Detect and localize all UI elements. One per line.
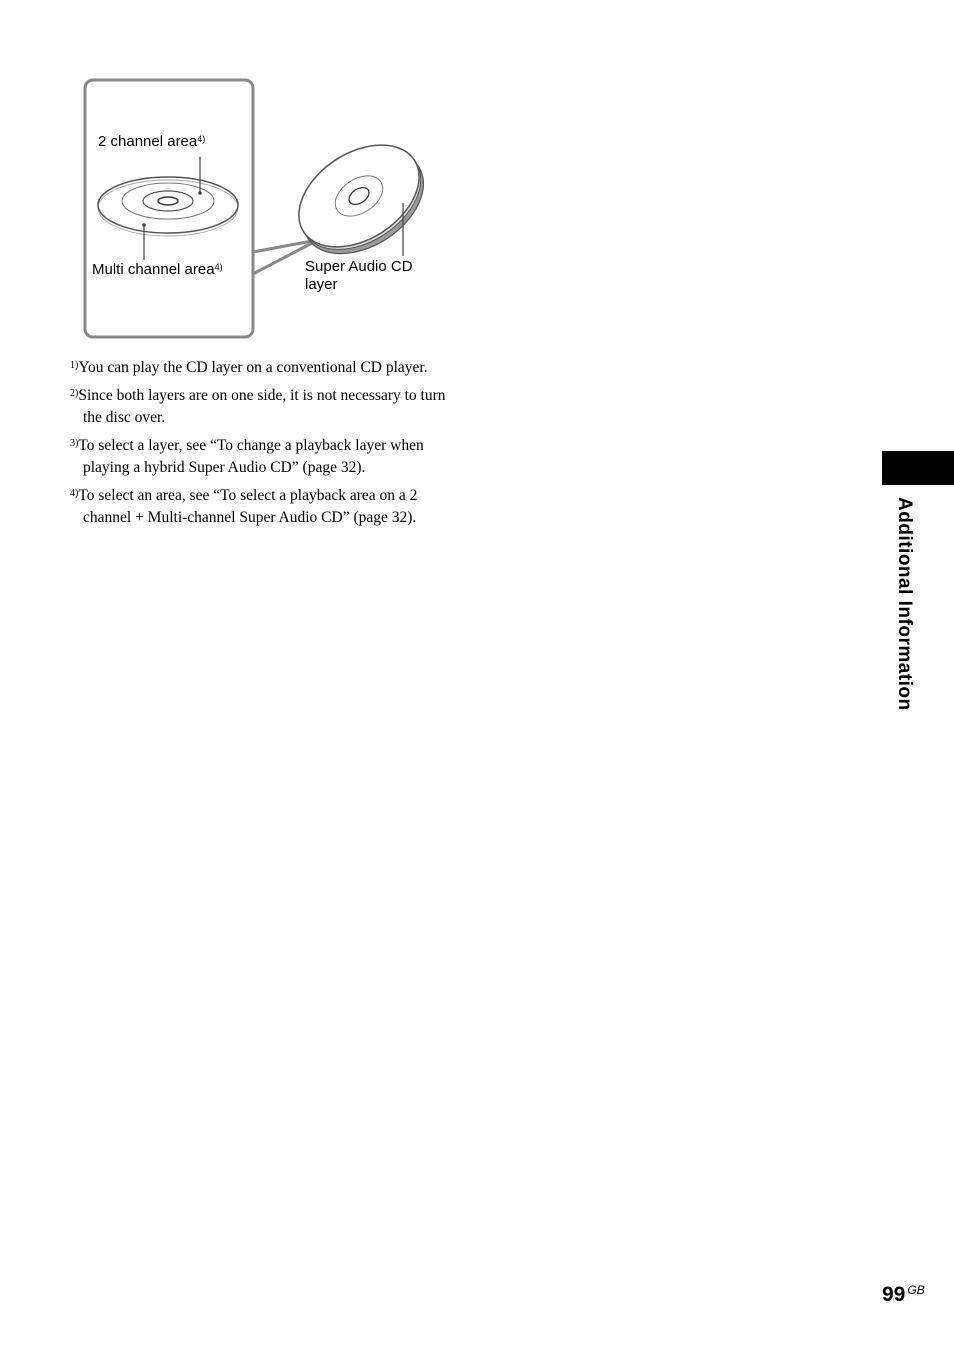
section-tab-marker <box>882 451 954 485</box>
flat-disc-icon <box>98 177 238 236</box>
label-two-channel-area: 2 channel area$^{4)}$ <box>98 133 206 150</box>
page-number: 99 $^{GB}$ <box>882 1283 925 1306</box>
label-multi-channel-area: Multi channel area$^{4)}$ <box>92 261 223 278</box>
footnote-2: $^{2)}$Since both layers are on one side, it is not necessary to turn the disc over. <box>70 387 446 426</box>
tilted-disc-icon <box>280 124 442 275</box>
footnote-4: $^{4)}$To select an area, see “To select a playback area on a 2 channel + Multi-channel Super Audio CD” (page 32). <box>70 487 418 526</box>
sacd-area-diagram <box>0 0 954 360</box>
footnotes <box>70 357 450 535</box>
section-title-vertical: Additional Information <box>894 497 915 711</box>
disc-illustration <box>0 0 954 360</box>
footnote-3: $^{3)}$To select a layer, see “To change a playback layer when playing a hybrid Super Audio CD” (page 32). <box>70 437 424 476</box>
footnote-1: $^{1)}$You can play the CD layer on a conventional CD player. <box>70 359 428 376</box>
label-sacd-layer: Super Audio CD layer <box>305 258 413 293</box>
